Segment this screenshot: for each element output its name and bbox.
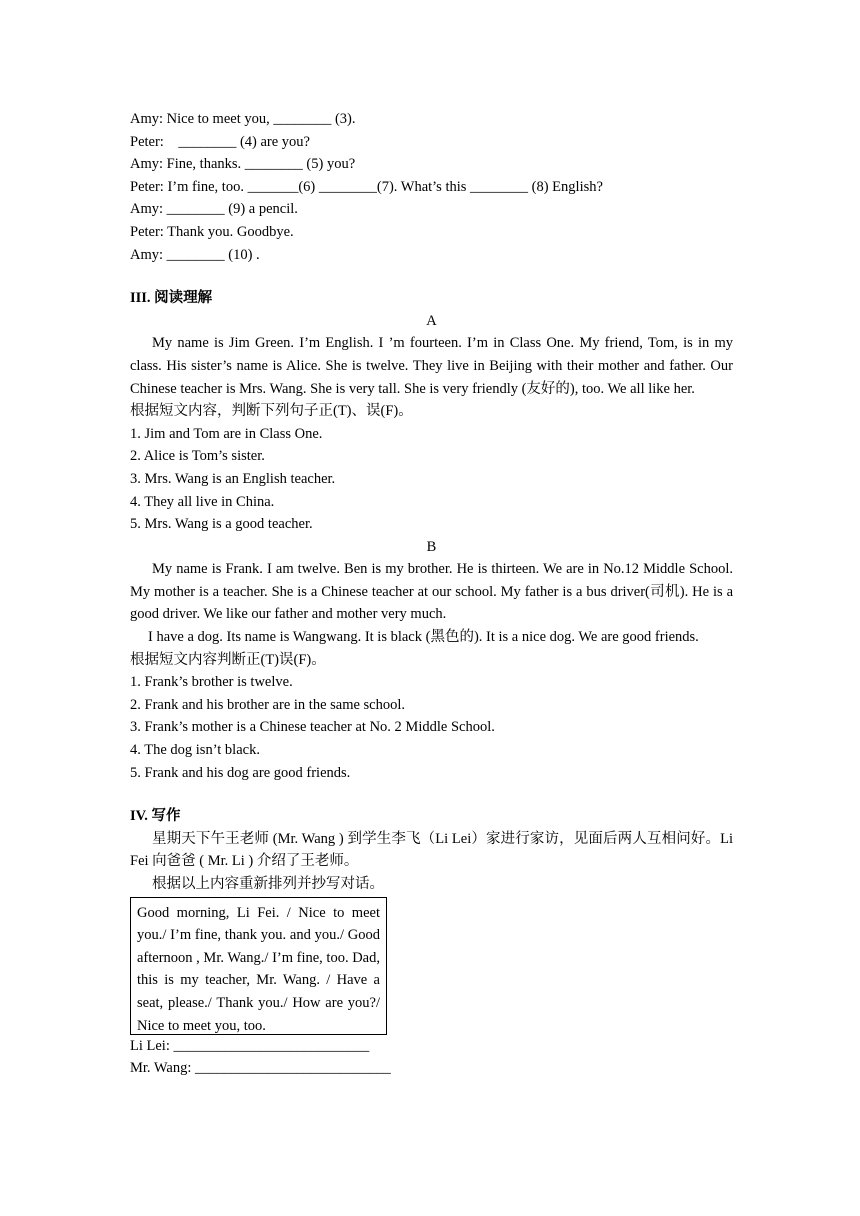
worksheet-page [130, 108, 733, 1080]
passage-b-text-1: My name is Frank. I am twelve. Ben is my brother. He is thirteen. We are in No.12 Middle School. My mother is a teacher. She is a Chinese teacher at our school. My father is a bus driver(司机). He is a good driver. We like our father and mother very much. [130, 561, 733, 623]
passage-b [130, 536, 733, 785]
section-heading-writing: IV. 写作 [130, 808, 181, 825]
dialogue-section [130, 108, 733, 266]
question-item: 4. They all live in China. [130, 493, 275, 510]
question-item: 1. Frank’s brother is twelve. [130, 674, 293, 691]
question-item: 2. Alice is Tom’s sister. [130, 448, 265, 465]
dialogue-line: Amy: Fine, thanks. ________ (5) you? [130, 156, 356, 173]
question-item: 5. Mrs. Wang is a good teacher. [130, 516, 313, 533]
question-item: 4. The dog isn’t black. [130, 742, 260, 759]
dialogue-line: Amy: ________ (9) a pencil. [130, 201, 298, 218]
dialogue-line: Peter: I’m fine, too. _______(6) ________(7). What’s this ________ (8) English? [130, 178, 603, 195]
dialogue-line: Amy: ________ (10) . [130, 246, 260, 263]
writing-instruction: 根据以上内容重新排列并抄写对话。 [152, 876, 384, 892]
question-item: 3. Frank’s mother is a Chinese teacher at No. 2 Middle School. [130, 719, 495, 736]
passage-a-instruction: 根据短文内容，判断下列句子正(T)、误(F)。 [130, 403, 413, 420]
passage-a [130, 310, 733, 536]
answer-line-mr-wang: Mr. Wang: ___________________________ [130, 1060, 391, 1077]
dialogue-line: Amy: Nice to meet you, ________ (3). [130, 111, 356, 127]
passage-label-b: B [426, 538, 437, 555]
passage-b-instruction: 根据短文内容判断正(T)误(F)。 [130, 651, 326, 668]
question-item: 3. Mrs. Wang is an English teacher. [130, 470, 336, 487]
section-heading-reading: III. 阅读理解 [130, 290, 213, 307]
question-item: 5. Frank and his dog are good friends. [130, 764, 351, 781]
passage-a-text: My name is Jim Green. I’m English. I ’m fourteen. I’m in Class One. My friend, Tom, is in my class. His sister’s name is Alice. She is twelve. They live in Beijing with their mother and father. Our Chinese teacher is Mrs. Wang. She is very tall. She is very friendly (友好的), too. We all like her. [130, 335, 733, 397]
writing-intro: 星期天下午王老师 (Mr. Wang ) 到学生李飞（Li Lei）家进行家访，见面后两人互相问好。Li Fei 向爸爸 ( Mr. Li ) 介绍了王老师。 [130, 830, 733, 870]
question-item: 2. Frank and his brother are in the same school. [130, 696, 406, 713]
answer-line-li-lei: Li Lei: ___________________________ [130, 1037, 370, 1054]
dialogue-line: Peter: Thank you. Goodbye. [130, 223, 294, 240]
question-item: 1. Jim and Tom are in Class One. [130, 425, 323, 442]
passage-label-a: A [426, 312, 437, 329]
sentence-box: Good morning, Li Fei. / Nice to meet you./ I’m fine, thank you. and you./ Good afternoon , Mr. Wang./ I’m fine, too. Dad, this is my teacher, Mr. Wang. / Have a seat, please./ Thank you./ How are you?/ Nice to meet you, too. [130, 897, 387, 1035]
passage-b-text-2: I have a dog. Its name is Wangwang. It is black (黑色的). It is a nice dog. We are good friends. [148, 629, 699, 646]
dialogue-line: Peter: ________ (4) are you? [130, 133, 310, 150]
